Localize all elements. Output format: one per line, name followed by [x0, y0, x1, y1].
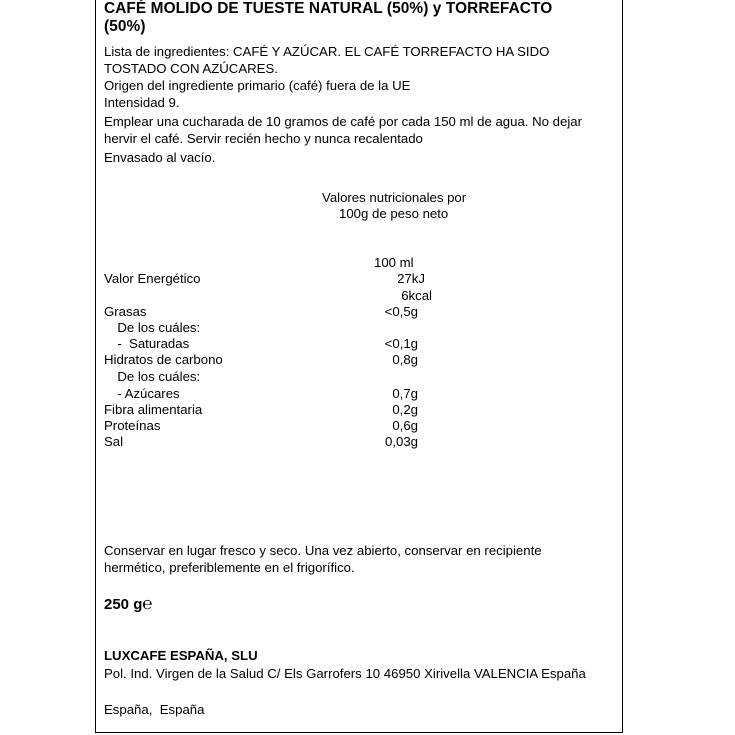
nutrition-row-label: Grasas: [104, 304, 147, 319]
nutrition-row-value: 27kJ: [397, 271, 425, 286]
nutrition-header-line1: Valores nutricionales por: [322, 190, 467, 205]
estimated-sign-icon: ℮: [142, 594, 153, 613]
net-weight-value: 250 g: [104, 596, 143, 613]
nutrition-row-value: 6kcal: [401, 288, 432, 303]
nutrition-row-label: Proteínas: [104, 418, 161, 433]
net-weight: [104, 596, 153, 613]
nutrition-row-value: <0,5g: [384, 304, 418, 319]
packaging-text: Envasado al vacío.: [104, 150, 216, 165]
nutrition-row-label: De los cuáles:: [110, 320, 201, 335]
product-title-line2: (50%): [104, 18, 146, 35]
ingredients-line1: Lista de ingredientes: CAFÉ Y AZÚCAR. EL CAFÉ TORREFACTO HA SIDO: [104, 44, 550, 59]
nutrition-row-value: 0,6g: [392, 418, 418, 433]
nutrition-row-label: Valor Energético: [104, 271, 201, 286]
nutrition-row-value: <0,1g: [384, 336, 418, 351]
ingredients-line2: TOSTADO CON AZÚCARES.: [104, 61, 278, 76]
nutrition-row-label: - Saturadas: [110, 336, 190, 351]
nutrition-row-value: 0,7g: [392, 386, 418, 401]
nutrition-row-label: - Azúcares: [110, 386, 180, 401]
storage-line1: Conservar en lugar fresco y seco. Una vez abierto, conservar en recipiente: [104, 543, 542, 558]
usage-line2: hervir el café. Servir recién hecho y nunca recalentado: [104, 131, 423, 146]
nutrition-row-label: Sal: [104, 434, 124, 449]
company-address: Pol. Ind. Virgen de la Salud C/ Els Garrofers 10 46950 Xirivella VALENCIA España: [104, 666, 586, 681]
nutrition-row-value: 0,2g: [392, 402, 418, 417]
usage-line1: Emplear una cucharada de 10 gramos de café por cada 150 ml de agua. No dejar: [104, 114, 582, 129]
company-country: España, España: [104, 702, 205, 717]
nutrition-row-value: 0,8g: [392, 352, 418, 367]
nutrition-row-value: 0,03g: [384, 434, 418, 449]
company-name: LUXCAFE ESPAÑA, SLU: [104, 648, 258, 663]
intensity-text: Intensidad 9.: [104, 95, 180, 110]
origin-text: Origen del ingrediente primario (café) fuera de la UE: [104, 78, 411, 93]
product-title-line1: CAFÉ MOLIDO DE TUESTE NATURAL (50%) y TORREFACTO: [104, 0, 553, 17]
nutrition-row-label: Fibra alimentaria: [104, 402, 203, 417]
storage-line2: hermético, preferiblemente en el frigorífico.: [104, 560, 355, 575]
nutrition-row-label: De los cuáles:: [110, 369, 201, 384]
product-title: [104, 0, 552, 36]
nutrition-header-line2: 100g de peso neto: [339, 206, 449, 221]
nutrition-row-label: Hidratos de carbono: [104, 352, 223, 367]
nutrition-column-header: 100 ml: [374, 255, 414, 270]
